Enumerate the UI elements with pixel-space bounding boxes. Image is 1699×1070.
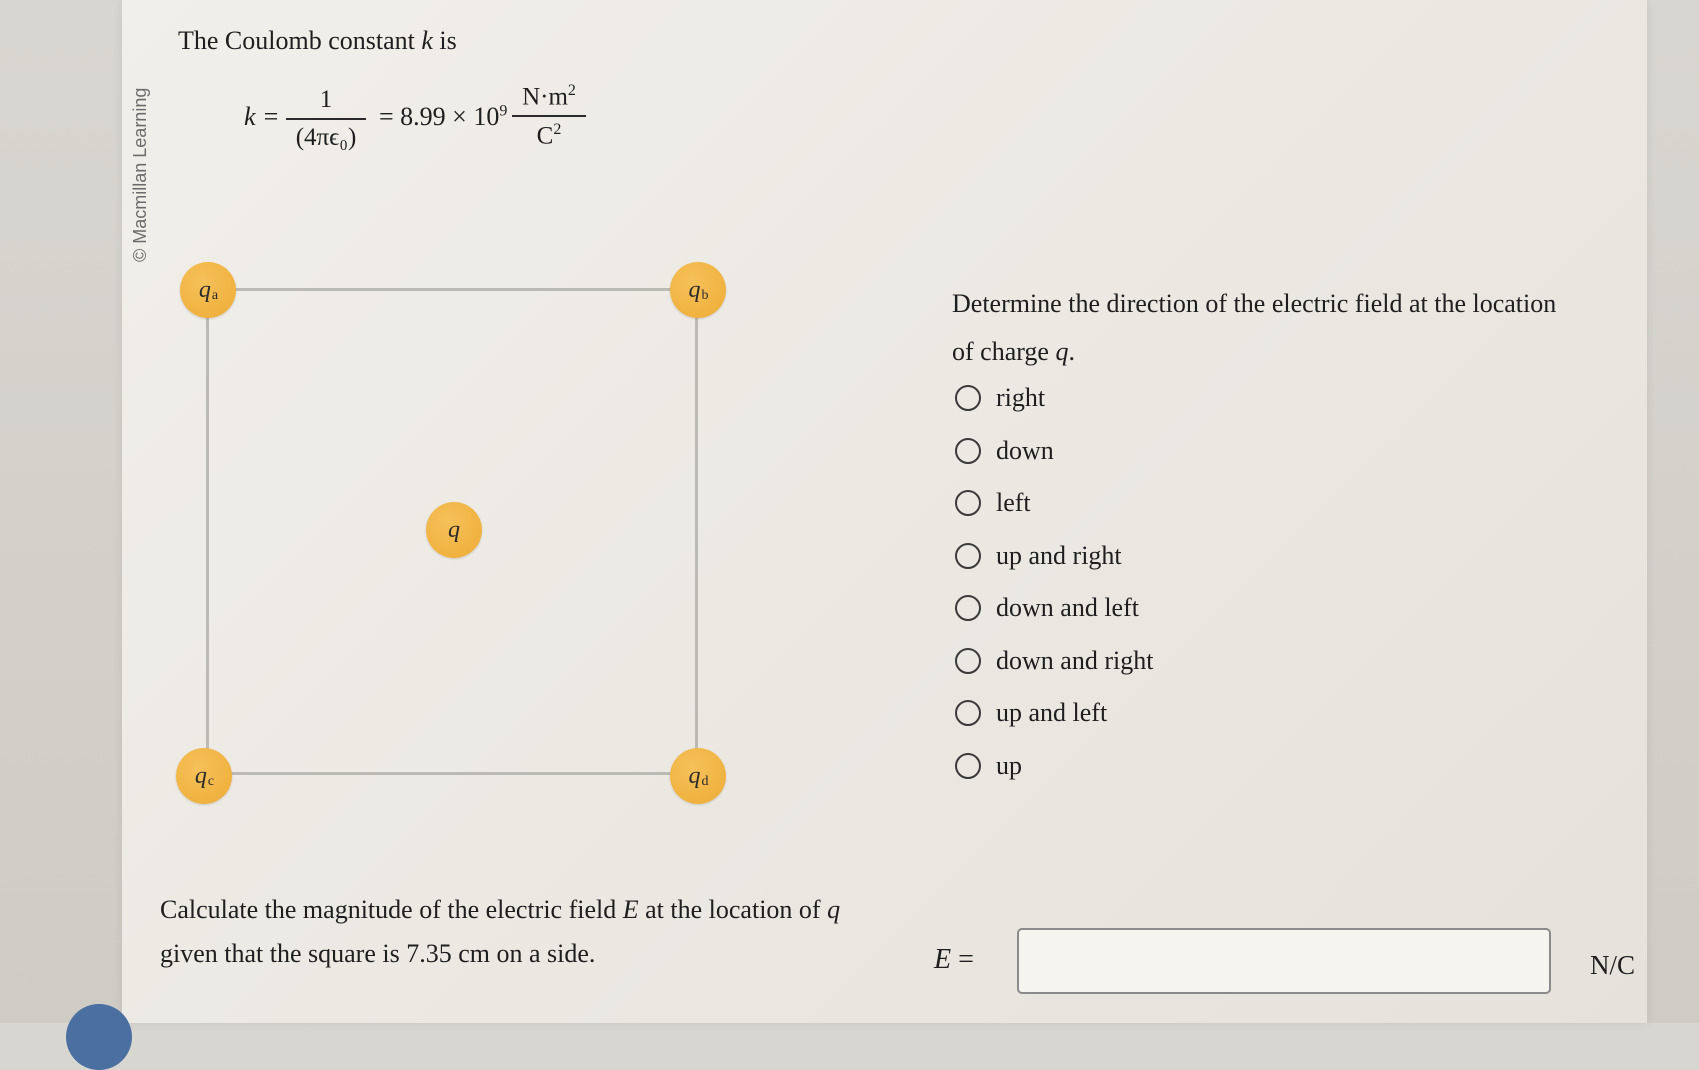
formula-middle-text: = 8.99 × 10 — [379, 102, 500, 131]
charge-q-symbol: q — [448, 516, 460, 543]
charge-qb — [670, 262, 726, 318]
radio-down[interactable] — [955, 438, 981, 464]
fraction-2-numerator-sup: 2 — [567, 82, 576, 99]
fraction-2-numerator — [512, 82, 586, 111]
radio-up-and-left[interactable] — [955, 700, 981, 726]
option-label: down — [996, 435, 1054, 465]
direction-options — [955, 372, 1153, 792]
charge-qc-symbol: q — [194, 762, 207, 789]
radio-up[interactable] — [955, 753, 981, 779]
option-up-and-left[interactable] — [955, 687, 1153, 740]
magnitude-question — [160, 888, 880, 976]
answer-unit: N/C — [1590, 950, 1636, 980]
option-label: right — [996, 383, 1046, 413]
square-edge-bottom — [212, 772, 682, 775]
charge-qa-symbol: q — [198, 276, 211, 303]
option-right[interactable] — [955, 372, 1153, 425]
option-label: up and left — [996, 698, 1108, 728]
option-down-and-right[interactable] — [955, 635, 1153, 688]
square-edge-top — [212, 288, 682, 291]
formula-fraction-2 — [512, 82, 586, 151]
formula-exponent: 9 — [499, 102, 508, 120]
magnitude-text-2: at the location of — [638, 895, 828, 924]
fraction-1-denominator: (4πϵ₀) — [295, 124, 357, 151]
square-edge-right — [695, 306, 698, 760]
option-label: down and right — [996, 645, 1154, 675]
fraction-2-bar — [512, 115, 586, 117]
charge-qb-symbol: q — [688, 276, 701, 303]
charge-qd-subscript: d — [701, 774, 709, 789]
charge-qa — [180, 262, 236, 318]
magnitude-text-3: given that the square is 7.35 cm on a side. — [160, 939, 596, 968]
charge-qd — [670, 748, 726, 804]
intro-var-k: k — [421, 26, 433, 55]
charge-qd-symbol: q — [688, 762, 701, 789]
direction-question — [952, 280, 1572, 376]
charge-qc — [176, 748, 232, 804]
radio-down-and-left[interactable] — [955, 595, 981, 621]
radio-down-and-right[interactable] — [955, 648, 981, 674]
direction-question-text: Determine the direction of the electric field at the location of charge — [952, 289, 1557, 366]
fraction-1-bar — [286, 118, 366, 120]
intro-text-after: is — [432, 26, 457, 55]
answer-label-var: E — [934, 944, 952, 975]
charge-qa-subscript: a — [211, 288, 219, 303]
radio-right[interactable] — [955, 385, 981, 411]
option-up-and-right[interactable] — [955, 530, 1153, 583]
charge-qb-subscript: b — [701, 288, 709, 303]
magnitude-var-q: q — [827, 895, 841, 924]
formula-fraction-1 — [286, 86, 366, 152]
magnitude-text-1: Calculate the magnitude of the electric field — [160, 895, 623, 924]
answer-label — [934, 944, 974, 976]
square-edge-left — [206, 306, 209, 760]
fraction-2-numerator-text: N·m — [522, 83, 568, 111]
radio-left[interactable] — [955, 490, 981, 516]
option-label: up — [996, 750, 1022, 780]
help-button[interactable] — [66, 1004, 132, 1070]
option-left[interactable] — [955, 477, 1153, 530]
option-down[interactable] — [955, 425, 1153, 478]
radio-up-and-right[interactable] — [955, 543, 981, 569]
fraction-2-denominator-text: C — [536, 122, 554, 150]
answer-label-eq: = — [951, 944, 974, 975]
formula-middle — [379, 102, 507, 132]
option-label: up and right — [996, 540, 1122, 570]
fraction-2-denominator — [512, 121, 586, 150]
electric-field-answer-input[interactable] — [1017, 928, 1551, 994]
fraction-1-numerator: 1 — [319, 86, 333, 113]
charge-qc-subscript: c — [207, 774, 215, 789]
option-up[interactable] — [955, 740, 1153, 793]
charge-q-center — [426, 502, 482, 558]
copyright-credit: © Macmillan Learning — [130, 87, 150, 262]
intro-text-before: The Coulomb constant — [178, 26, 422, 55]
option-label: down and left — [996, 593, 1139, 623]
fraction-2-denominator-sup: 2 — [553, 121, 562, 139]
magnitude-var-E: E — [622, 895, 639, 924]
formula-lhs: k = — [244, 102, 280, 131]
option-down-and-left[interactable] — [955, 582, 1153, 635]
direction-question-var-q: q — [1055, 337, 1069, 366]
coulomb-intro — [178, 26, 457, 56]
direction-question-end: . — [1068, 337, 1075, 366]
charge-square-diagram — [160, 250, 740, 810]
option-label: left — [996, 488, 1031, 518]
